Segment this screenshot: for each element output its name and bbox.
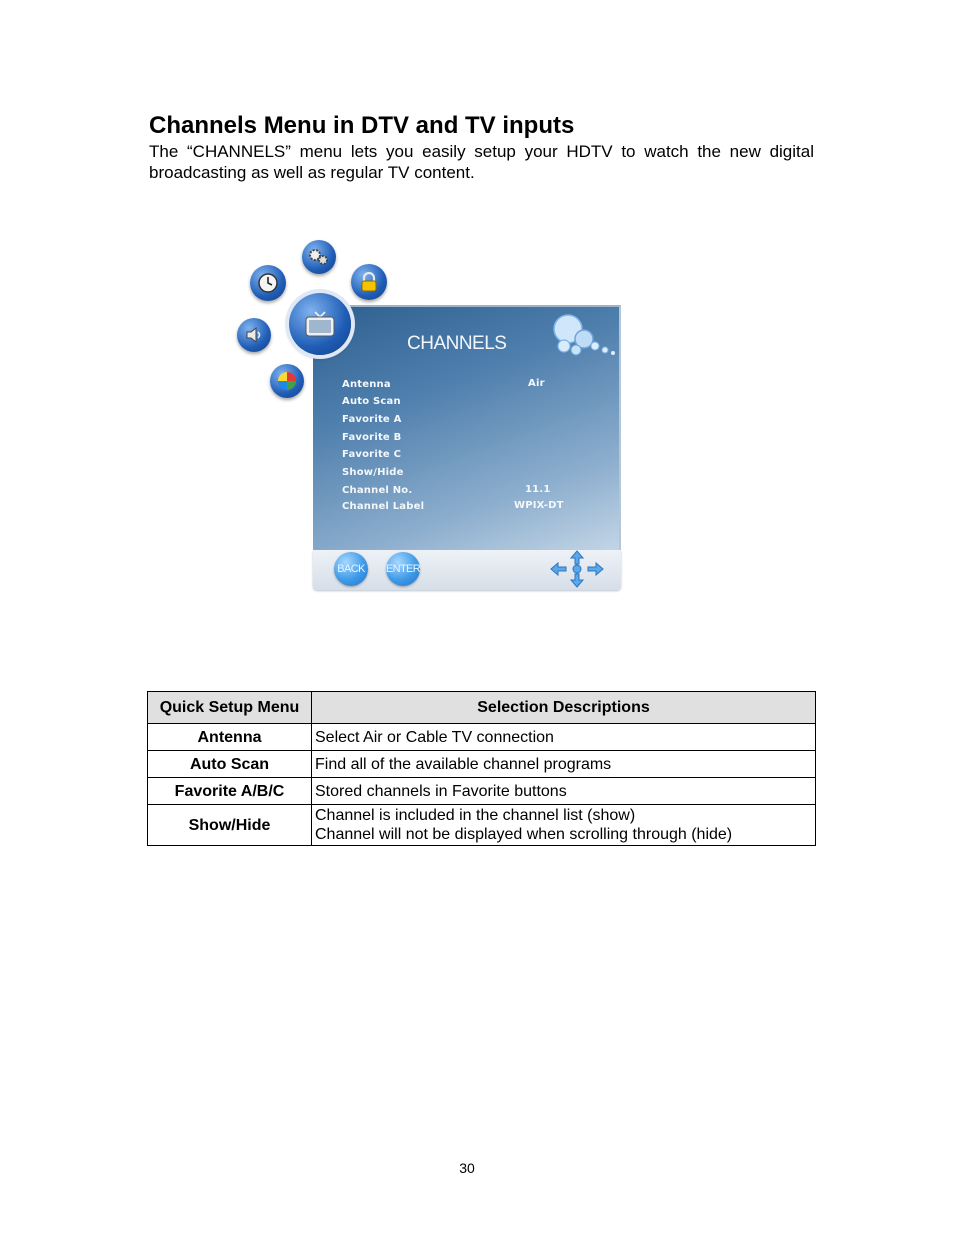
page-heading: Channels Menu in DTV and TV inputs (149, 112, 575, 139)
column-header-descriptions: Selection Descriptions (312, 692, 816, 724)
row-name: Show/Hide (148, 805, 312, 846)
row-description (312, 805, 816, 846)
table-header-row (148, 692, 816, 724)
row-description: Stored channels in Favorite buttons (312, 778, 816, 805)
osd-item-favorite-c[interactable]: Favorite C (342, 449, 402, 460)
column-header-menu: Quick Setup Menu (148, 692, 312, 724)
enter-button[interactable]: ENTER (386, 552, 420, 586)
color-wheel-icon[interactable] (270, 364, 304, 398)
row-description-line: Channel is included in the channel list (show) (315, 807, 636, 824)
row-description: Find all of the available channel programs (312, 751, 816, 778)
table-row (148, 751, 816, 778)
osd-title: CHANNELS (407, 333, 507, 354)
row-description: Select Air or Cable TV connection (312, 724, 816, 751)
osd-item-channel-no[interactable]: Channel No. (342, 485, 413, 496)
clock-icon[interactable] (250, 265, 286, 301)
channels-osd-screenshot (232, 238, 632, 598)
back-button[interactable]: BACK (334, 552, 368, 586)
osd-value-channel-no: 11.1 (525, 484, 551, 495)
row-name: Auto Scan (148, 751, 312, 778)
osd-item-antenna[interactable]: Antenna (342, 379, 391, 390)
osd-value-antenna: Air (528, 378, 545, 389)
osd-item-favorite-a[interactable]: Favorite A (342, 414, 402, 425)
selection-descriptions-table (147, 691, 816, 846)
osd-item-auto-scan[interactable]: Auto Scan (342, 396, 401, 407)
table-row (148, 778, 816, 805)
osd-item-favorite-b[interactable]: Favorite B (342, 432, 402, 443)
intro-paragraph: The “CHANNELS” menu lets you easily setup your HDTV to watch the new digital broadcasting as well as regular TV content. (149, 142, 814, 182)
table-row (148, 724, 816, 751)
lock-icon[interactable] (351, 264, 387, 300)
speaker-icon[interactable] (237, 318, 271, 352)
table-row (148, 805, 816, 846)
navigation-arrows-icon (549, 549, 605, 589)
osd-item-channel-label[interactable]: Channel Label (342, 501, 425, 512)
row-name: Antenna (148, 724, 312, 751)
tv-icon[interactable] (289, 293, 351, 355)
osd-item-show-hide[interactable]: Show/Hide (342, 467, 404, 478)
page-number: 30 (459, 1160, 475, 1176)
gears-icon[interactable] (302, 240, 336, 274)
row-description-line: Channel will not be displayed when scrolling through (hide) (315, 826, 733, 843)
bubbles-decoration-icon (550, 313, 622, 359)
row-name: Favorite A/B/C (148, 778, 312, 805)
osd-value-channel-label: WPIX-DT (514, 500, 564, 511)
